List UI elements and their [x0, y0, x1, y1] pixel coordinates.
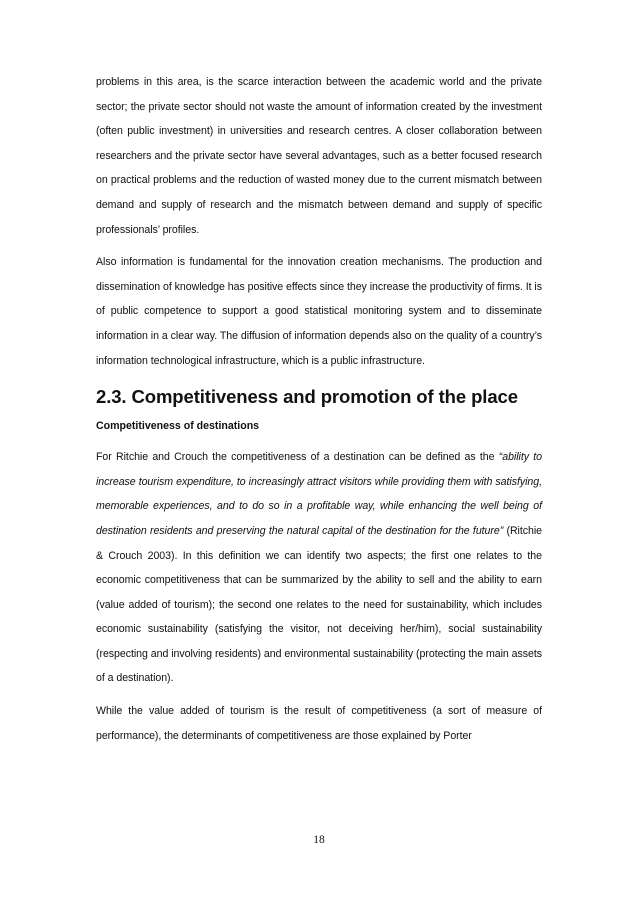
- paragraph-information: Also information is fundamental for the innovation creation mechanisms. The production and dissemination of knowledge has positive effects since they increase the productivity of firms. It is of public competence to support a good statistical monitoring system and to disseminate information in a clear way. The diffusion of information depends also on the quality of a country’s information technological infrastructure, which is a public infrastructure.: [96, 256, 542, 367]
- page-number: 18: [313, 834, 325, 846]
- section-heading: 2.3. Competitiveness and promotion of the place: [96, 386, 518, 408]
- paragraph-competitiveness-definition: [96, 445, 542, 691]
- definition-rest: (Ritchie & Crouch 2003). In this definition we can identify two aspects; the first one relates to the economic competitiveness that can be summarized by the ability to sell and the ability to earn (value added of tourism); the second one relates to the need for sustainability, which includes economic sustainability (satisfying the visitor, not deceiving her/him), social sustainability (respecting and involving residents) and environmental sustainability (protecting the main assets of a destination).: [96, 524, 542, 685]
- paragraph-value-added: While the value added of tourism is the result of competitiveness (a sort of measure of performance), the determinants of competitiveness are those explained by Porter: [96, 705, 542, 742]
- definition-quote: “ability to increase tourism expenditure, to increasingly attract visitors while providing them with satisfying, memorable experiences, and to do so in a profitable way, while enhancing the well being of destination residents and preserving the natural capital of the destination for the future”: [96, 451, 543, 537]
- subheading: Competitiveness of destinations: [96, 420, 260, 433]
- paragraph-research-collaboration: problems in this area, is the scarce interaction between the academic world and the private sector; the private sector should not waste the amount of information created by the investment (often public investment) in universities and research centres. A closer collaboration between researchers and the private sector have several advantages, such as a better focused research on practical problems and the reduction of wasted money due to the current mismatch between demand and supply of research and the mismatch between demand and supply of specific professionals’ profiles.: [96, 76, 542, 236]
- definition-lead: For Ritchie and Crouch the competitiveness of a destination can be defined as the: [96, 451, 499, 464]
- page-body: [96, 70, 542, 748]
